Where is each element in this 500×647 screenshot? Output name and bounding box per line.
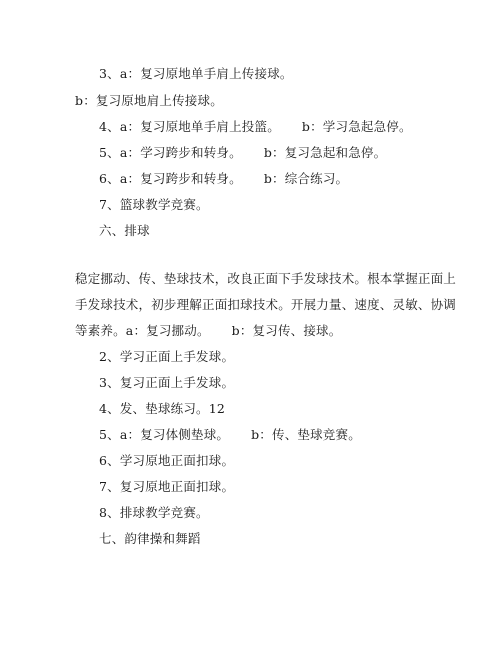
item-basketball-7: 7、篮球教学竞赛。 [99, 197, 209, 212]
item-volleyball-7: 7、复习原地正面扣球。 [99, 479, 235, 494]
item-volleyball-4: 4、发、垫球练习。12 [99, 401, 226, 416]
item-basketball-6b: b：综合练习。 [263, 171, 349, 186]
item-basketball-4 [99, 119, 412, 135]
item-basketball-5a: 5、a：学习跨步和转身。 [99, 145, 242, 160]
section-heading-volleyball: 六、排球 [99, 223, 150, 238]
item-basketball-6 [99, 171, 348, 187]
item-volleyball-2: 2、学习正面上手发球。 [99, 349, 235, 364]
item-volleyball-5a: 5、a：复习体侧垫球。 [99, 427, 230, 442]
item-basketball-4a: 4、a：复习原地单手肩上投篮。 [99, 119, 280, 134]
item-basketball-4b: b：学习急起急停。 [301, 119, 412, 134]
item-basketball-5b: b：复习急起和急停。 [263, 145, 387, 160]
item-volleyball-1a: 等素养。a：复习挪动。 [75, 323, 210, 338]
item-volleyball-8: 8、排球教学竞赛。 [99, 505, 209, 520]
paragraph-line-1: 稳定挪动、传、垫球技术，改良正面下手发球技术。根本掌握正面上 [75, 271, 457, 286]
item-volleyball-6: 6、学习原地正面扣球。 [99, 453, 235, 468]
item-volleyball-5b: b：传、垫球竞赛。 [251, 427, 361, 442]
paragraph-line-2: 手发球技术，初步理解正面扣球技术。开展力量、速度、灵敏、协调 [75, 297, 457, 312]
paragraph-line-3 [75, 323, 341, 339]
item-basketball-6a: 6、a：复习跨步和转身。 [99, 171, 242, 186]
item-volleyball-3: 3、复习正面上手发球。 [99, 375, 235, 390]
section-heading-rhythmic: 七、韵律操和舞蹈 [99, 531, 201, 546]
item-basketball-5 [99, 145, 386, 161]
item-basketball-3b: b：复习原地肩上传接球。 [75, 93, 223, 108]
item-basketball-3: 3、a：复习原地单手肩上传接球。 [99, 66, 293, 81]
item-volleyball-5 [99, 427, 361, 443]
item-volleyball-1b: b：复习传、接球。 [231, 323, 342, 338]
